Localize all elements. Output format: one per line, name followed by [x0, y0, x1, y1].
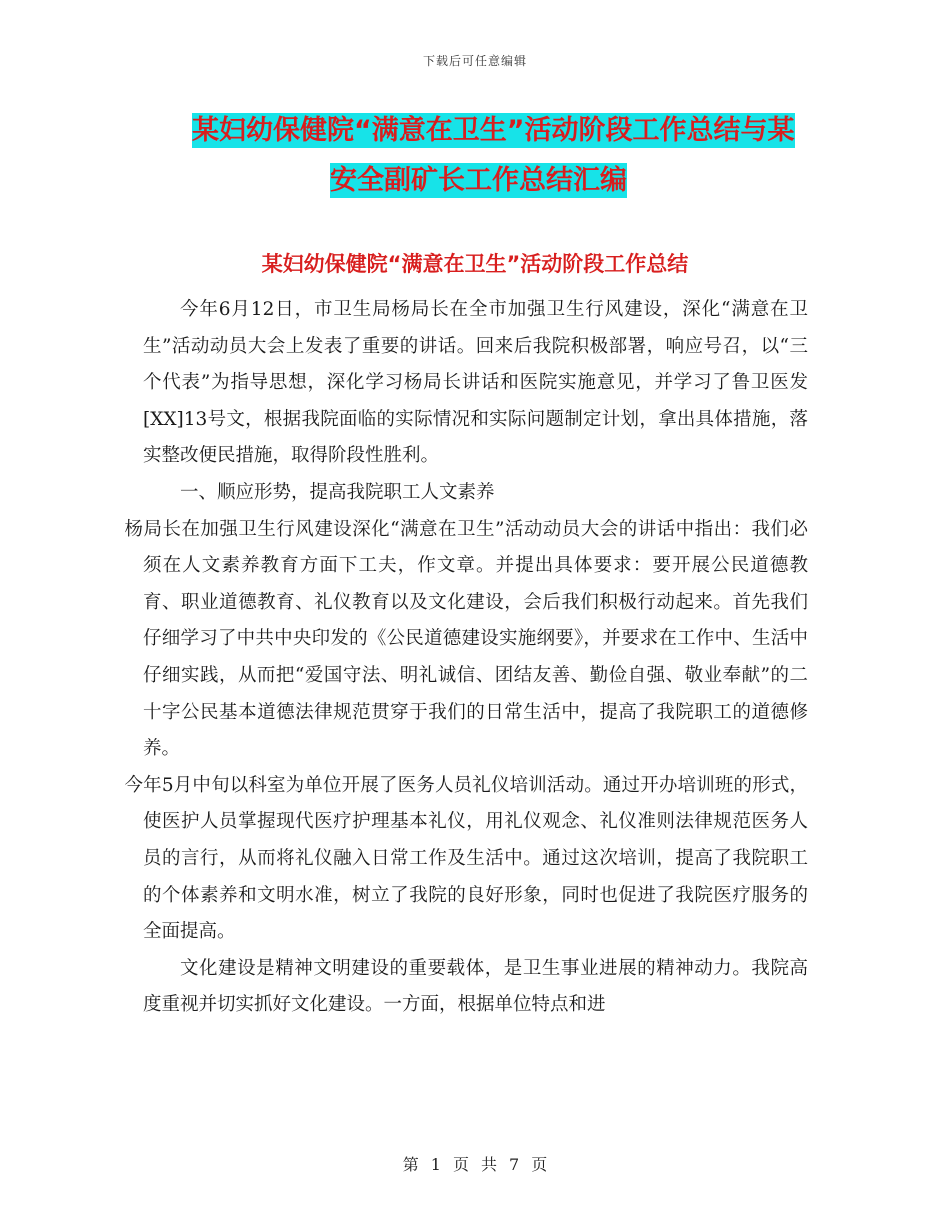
title-line-1: 某妇幼保健院“满意在卫生”活动阶段工作总结与某: [192, 115, 795, 146]
footer-total-prefix: 共: [481, 1155, 498, 1174]
section-heading-1: 一、顺应形势，提高我院职工人文素养: [180, 481, 495, 503]
title-line-2: 安全副矿长工作总结汇编: [330, 165, 627, 196]
document-title: [140, 108, 830, 204]
footer-page-number: 1: [430, 1155, 441, 1174]
footer-total-suffix: 页: [531, 1155, 548, 1174]
paragraph-intro: 今年6月12日，市卫生局杨局长在全市加强卫生行风建设，深化“满意在卫生”活动动员大会上发表了重要的讲话。回来后我院积极部署，响应号召，以“三个代表”为指导思想，深化学习杨局长讲话和医院实施意见，并学习了鲁卫医发[XX]13号文，根据我院面临的实际情况和实际问题制定计划，拿出具体措施，落实整改便民措施，取得阶段性胜利。: [143, 299, 808, 467]
paragraph-speech: 杨局长在加强卫生行风建设深化“满意在卫生”活动动员大会的讲话中指出：我们必须在人文素养教育方面下工夫，作文章。并提出具体要求：要开展公民道德教育、职业道德教育、礼仪教育以及文化建设，会后我们积极行动起来。首先我们仔细学习了中共中央印发的《公民道德建设实施纲要》，并要求在工作中、生活中仔细实践，从而把“爱国守法、明礼诚信、团结友善、勤俭自强、敬业奉献”的二十字公民基本道德法律规范贯穿于我们的日常生活中，提高了我院职工的道德修养。: [124, 518, 808, 760]
paragraph-culture: 文化建设是精神文明建设的重要载体，是卫生事业进展的精神动力。我院高度重视并切实抓好文化建设。一方面，根据单位特点和进: [143, 957, 808, 1016]
paragraph-training: 今年5月中旬以科室为单位开展了医务人员礼仪培训活动。通过开办培训班的形式，使医护人员掌握现代医疗护理基本礼仪，用礼仪观念、礼仪准则法律规范医务人员的言行，从而将礼仪融入日常工作及生活中。通过这次培训，提高了我院职工的个体素养和文明水准，树立了我院的良好形象，同时也促进了我院医疗服务的全面提高。: [124, 774, 808, 943]
footer-page-label: 页: [452, 1155, 469, 1174]
body-text: [124, 292, 808, 1024]
page-footer: [0, 1152, 950, 1175]
header-note: 下载后可任意编辑: [422, 54, 527, 68]
section-subtitle: 某妇幼保健院“满意在卫生”活动阶段工作总结: [261, 252, 689, 276]
footer-total-pages: 7: [509, 1155, 520, 1174]
footer-prefix: 第: [402, 1155, 419, 1174]
